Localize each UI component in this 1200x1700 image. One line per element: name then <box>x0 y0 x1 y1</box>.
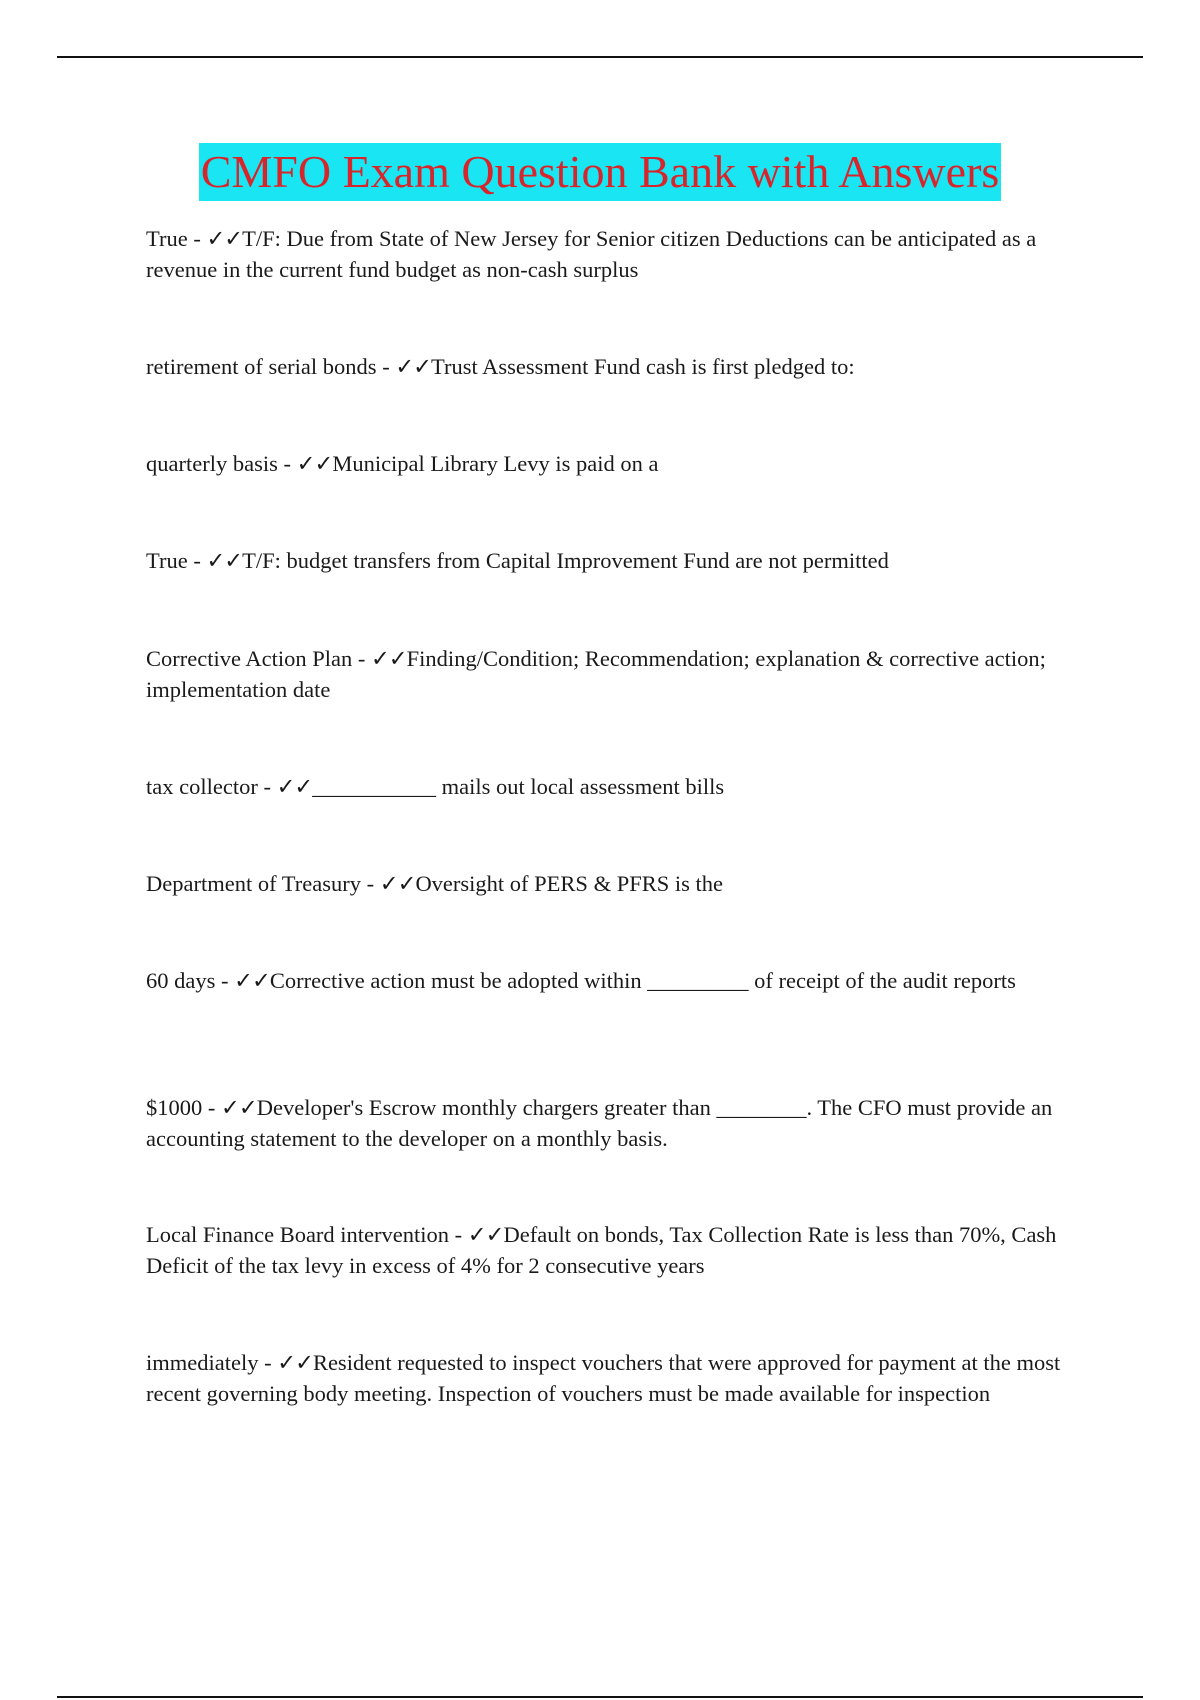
double-check-icon: ✓✓ <box>221 1095 257 1120</box>
question-text: Municipal Library Levy is paid on a <box>332 451 659 476</box>
double-check-icon: ✓✓ <box>395 354 432 379</box>
qa-item <box>146 1347 1066 1409</box>
qa-item <box>146 448 1066 479</box>
answer-text: retirement of serial bonds <box>146 354 377 379</box>
answer-text: 60 days <box>146 968 216 993</box>
qa-item <box>146 643 1066 705</box>
double-check-icon: ✓✓ <box>206 226 243 251</box>
question-text: Finding/Condition; Recommendation; explanation & corrective action; implementation date <box>146 646 1046 702</box>
question-text: Trust Assessment Fund cash is first pledged to: <box>431 354 855 379</box>
page-title: CMFO Exam Question Bank with Answers <box>199 143 1002 201</box>
answer-text: immediately <box>146 1350 259 1375</box>
qa-item <box>146 223 1066 285</box>
double-check-icon: ✓✓ <box>467 1222 504 1247</box>
answer-text: Department of Treasury <box>146 871 361 896</box>
answer-text: quarterly basis <box>146 451 278 476</box>
question-text: Default on bonds, Tax Collection Rate is less than 70%, Cash Deficit of the tax levy in excess of 4% for 2 consecutive years <box>146 1222 1057 1278</box>
separator: - <box>258 1350 278 1375</box>
qa-item <box>146 965 1066 996</box>
separator: - <box>215 968 235 993</box>
answer-text: True <box>146 226 188 251</box>
bottom-rule <box>57 1696 1143 1698</box>
qa-item <box>146 351 1066 382</box>
separator: - <box>187 548 207 573</box>
question-text: Oversight of PERS & PFRS is the <box>415 871 723 896</box>
answer-text: True <box>146 548 188 573</box>
separator: - <box>277 451 297 476</box>
double-check-icon: ✓✓ <box>379 871 416 896</box>
double-check-icon: ✓✓ <box>370 646 407 671</box>
separator: - <box>257 774 277 799</box>
title-container <box>0 143 1200 201</box>
answer-text: $1000 <box>146 1095 203 1120</box>
separator: - <box>187 226 207 251</box>
separator: - <box>360 871 380 896</box>
answer-text: tax collector <box>146 774 258 799</box>
question-text: T/F: Due from State of New Jersey for Senior citizen Deductions can be anticipated as a revenue in the current fund budget as non-cash surplus <box>146 226 1037 282</box>
qa-item <box>146 771 1066 802</box>
question-text: T/F: budget transfers from Capital Improvement Fund are not permitted <box>242 548 889 573</box>
answer-text: Local Finance Board intervention <box>146 1222 450 1247</box>
question-text: Resident requested to inspect vouchers that were approved for payment at the most recent governing body meeting. Inspection of vouchers must be made available for inspection <box>146 1350 1061 1406</box>
top-rule <box>57 56 1143 58</box>
double-check-icon: ✓✓ <box>276 774 313 799</box>
qa-item <box>146 868 1066 899</box>
separator: - <box>449 1222 468 1247</box>
double-check-icon: ✓✓ <box>206 548 243 573</box>
qa-item <box>146 545 1066 576</box>
separator: - <box>202 1095 221 1120</box>
separator: - <box>352 646 371 671</box>
question-text: Corrective action must be adopted within _________ of receipt of the audit reports <box>269 968 1016 993</box>
question-text: Developer's Escrow monthly chargers greater than ________. The CFO must provide an accounting statement to the developer on a monthly basis. <box>146 1095 1053 1151</box>
qa-item <box>146 1092 1066 1154</box>
double-check-icon: ✓✓ <box>296 451 333 476</box>
separator: - <box>376 354 396 379</box>
question-text: ___________ mails out local assessment bills <box>312 774 725 799</box>
double-check-icon: ✓✓ <box>277 1350 313 1375</box>
double-check-icon: ✓✓ <box>234 968 270 993</box>
answer-text: Corrective Action Plan <box>146 646 353 671</box>
qa-item <box>146 1219 1066 1281</box>
